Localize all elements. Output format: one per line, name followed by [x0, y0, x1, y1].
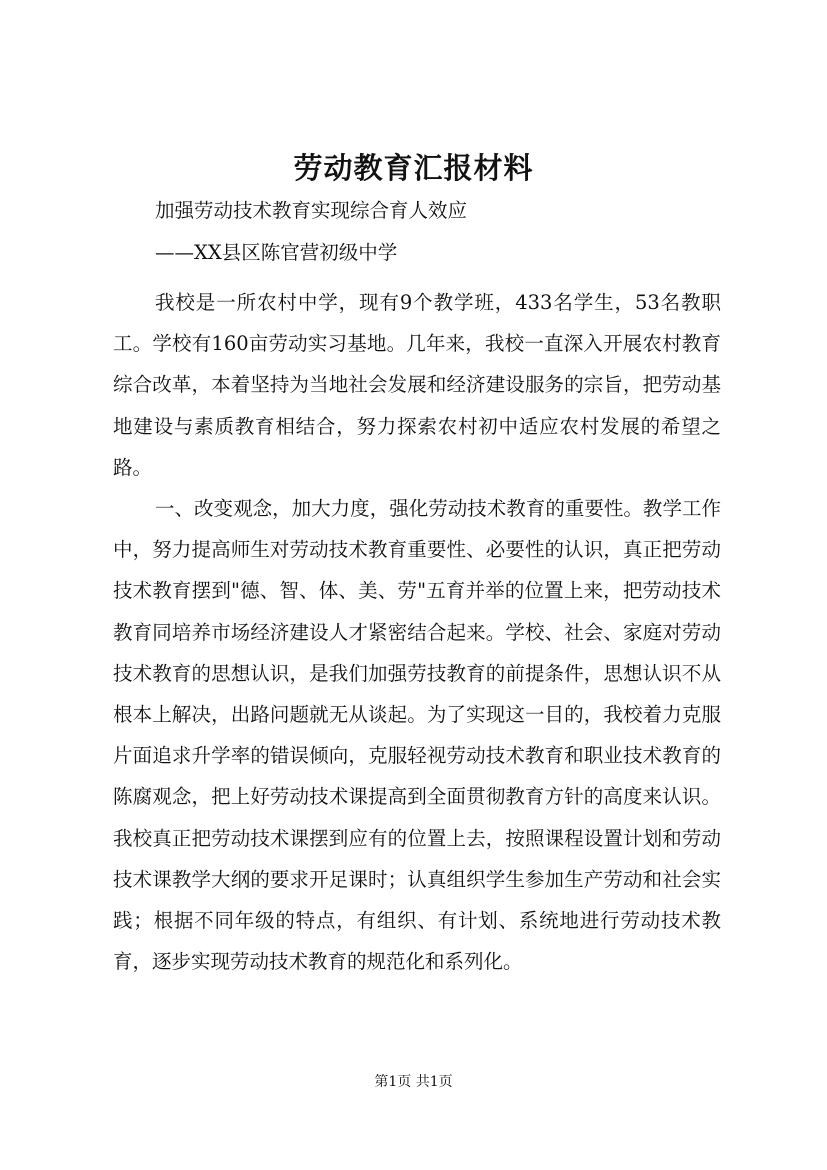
document-title: 劳动教育汇报材料 — [293, 151, 534, 185]
document-body — [113, 282, 721, 982]
paragraph-section-one: 一、改变观念，加大力度，强化劳动技术教育的重要性。教学工作中，努力提高师生对劳动技术教育重要性、必要性的认识，真正把劳动技术教育摆到"德、智、体、美、劳"五育并举的位置上来，把劳动技术教育同培养市场经济建设人才紧密结合起来。学校、社会、家庭对劳动技术教育的思想认识，是我们加强劳技教育的前提条件，思想认识不从根本上解决，出路问题就无从谈起。为了实现这一目的，我校着力克服片面追求升学率的错误倾向，克服轻视劳动技术教育和职业技术教育的陈腐观念，把上好劳动技术课提高到全面贯彻教育方针的高度来认识。我校真正把劳动技术课摆到应有的位置上去，按照课程设置计划和劳动技术课教学大纲的要求开足课时；认真组织学生参加生产劳动和社会实践；根据不同年级的特点，有组织、有计划、系统地进行劳动技术教育，逐步实现劳动技术教育的规范化和系列化。 — [113, 497, 721, 974]
paragraph-intro: 我校是一所农村中学，现有9个教学班，433名学生，53名教职工。学校有160亩劳动实习基地。几年来，我校一直深入开展农村教育综合改革，本着坚持为当地社会发展和经济建设服务的宗旨，把劳动基地建设与素质教育相结合，努力探索农村初中适应农村发展的希望之路。 — [113, 291, 721, 479]
document-subtitle: 加强劳动技术教育实现综合育人效应 — [155, 199, 468, 222]
document-author-line: ——XX县区陈官营初级中学 — [155, 241, 398, 264]
page-footer: 第1页 共1页 — [374, 1074, 453, 1090]
